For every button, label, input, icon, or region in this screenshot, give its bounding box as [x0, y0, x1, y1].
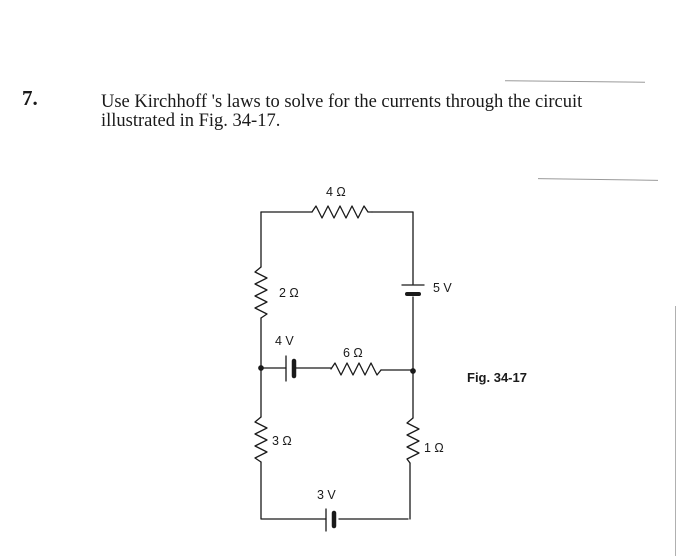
label-resistor-left-upper: 2 Ω: [279, 286, 299, 300]
resistor-top: [312, 206, 372, 218]
label-battery-middle: 4 V: [275, 334, 294, 348]
label-resistor-left-lower: 3 Ω: [272, 434, 292, 448]
label-resistor-top: 4 Ω: [326, 185, 346, 199]
resistor-middle: [331, 363, 381, 375]
label-resistor-middle: 6 Ω: [343, 346, 363, 360]
resistor-right-lower: [407, 418, 419, 463]
question-line-2: illustrated in Fig. 34-17.: [101, 111, 281, 131]
figure-label: Fig. 34-17: [467, 370, 527, 385]
resistor-left-lower: [255, 417, 267, 462]
question-number: 7.: [22, 86, 38, 110]
label-battery-right: 5 V: [433, 281, 452, 295]
resistor-left-upper: [255, 267, 267, 318]
question-line-1: Use Kirchhoff 's laws to solve for the currents through the circuit: [101, 92, 583, 112]
label-battery-bottom: 3 V: [317, 488, 336, 502]
label-resistor-right-lower: 1 Ω: [424, 441, 444, 455]
